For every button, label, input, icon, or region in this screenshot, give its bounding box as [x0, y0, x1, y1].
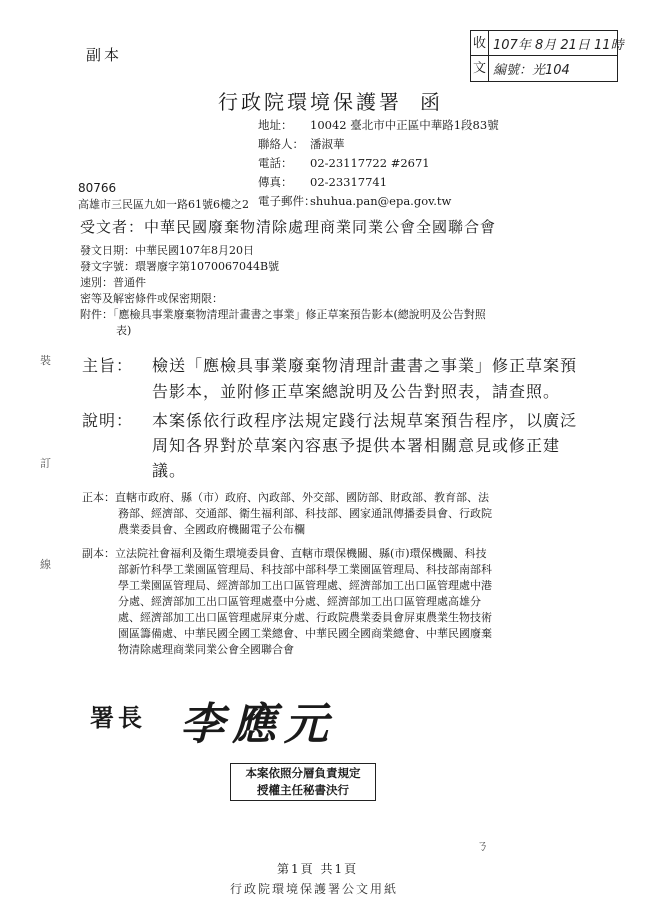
recipient-zip: 80766: [78, 181, 117, 195]
binding-mark: 裝: [40, 354, 51, 367]
contact-value: shuhua.pan@epa.gov.tw: [310, 194, 452, 208]
contact-label: 電子郵件：: [258, 194, 316, 208]
receipt-stamp: [470, 30, 624, 82]
copy-recipients-line: 分處、經濟部加工出口區管理處臺中分處、經濟部加工出口區管理處高雄分: [118, 595, 481, 608]
attachment-line: 表): [116, 324, 132, 337]
receipt-stamp-header: 收: [471, 31, 489, 56]
receipt-stamp-time-row: [471, 31, 624, 56]
contact-label: 聯絡人：: [258, 137, 304, 151]
signature-name: 李應元: [180, 699, 336, 750]
binding-mark: 訂: [40, 457, 51, 470]
delivery-speed: 速別：普通件: [80, 276, 146, 289]
main-recipients-label: 正本：: [82, 491, 115, 504]
main-recipients: [82, 490, 489, 506]
copy-recipients-line: 物清除處理商業同業公會全國聯合會: [118, 643, 294, 656]
margin-mark: ㄋ: [476, 839, 490, 854]
agency-name: 行政院環境保護署: [218, 90, 402, 114]
subject-label: 主旨：: [82, 356, 134, 375]
footer-text: 行政院環境保護署公文用紙: [230, 882, 399, 896]
recipient-address: 高雄市三民區九如一路61號6樓之2: [78, 198, 249, 211]
contact-value: 02-23117722 #2671: [310, 156, 430, 170]
contact-phone: [258, 154, 430, 173]
receipt-stamp-time: 107年 8月 21日 11時: [493, 38, 624, 53]
copy-label: 副本: [86, 46, 123, 64]
contact-label: 電話：: [258, 156, 293, 170]
issue-number: 發文字號：環署廢字第1070067044B號: [80, 260, 280, 273]
delegation-line: 授權主任秘書決行: [257, 783, 349, 797]
explanation-text: 議。: [152, 461, 187, 480]
contact-value: 10042 臺北市中正區中華路1段83號: [310, 118, 499, 132]
explanation-text: 本案係依行政程序法規定踐行法規草案預告程序，以廣泛: [152, 411, 578, 430]
contact-person: [258, 135, 345, 154]
explanation: [82, 408, 577, 431]
contact-value: 02-23317741: [310, 175, 388, 189]
receipt-stamp-number: 編號：光104: [493, 63, 570, 78]
copy-recipients-line: 部新竹科學工業園區管理局、科技部中部科學工業園區管理局、科技部南部科: [118, 563, 492, 576]
subject: [82, 353, 577, 376]
attachment-line: 附件：「應檢具事業廢棄物清理計畫書之事業」修正草案預告影本(總說明及公告對照: [80, 308, 486, 321]
receipt-stamp-header: 文: [471, 56, 489, 81]
main-recipients-line: 直轄市政府、縣（市）政府、內政部、外交部、國防部、財政部、教育部、法: [115, 491, 489, 504]
recipient: 受文者：中華民國廢棄物清除處理商業同業公會全國聯合會: [80, 218, 497, 236]
secrecy-level: 密等及解密條件或保密期限：: [80, 292, 223, 305]
main-recipients-line: 農業委員會、全國政府機關電子公布欄: [118, 523, 305, 536]
signature-title: 署長: [90, 703, 146, 732]
explanation-label: 說明：: [82, 411, 134, 430]
copy-recipients-line: 立法院社會福利及衛生環境委員會、直轄市環保機關、縣(市)環保機關、科技: [115, 547, 487, 560]
explanation-text: 周知各界對於草案內容惠予提供本署相關意見或修正建: [152, 436, 561, 455]
document-kind: 函: [420, 90, 443, 114]
binding-mark: 線: [40, 558, 51, 571]
copy-recipients-label: 副本：: [82, 547, 115, 560]
contact-fax: [258, 173, 387, 192]
receipt-stamp-number-row: [471, 56, 617, 81]
copy-recipients: [82, 546, 487, 562]
contact-label: 地址：: [258, 118, 293, 132]
issue-date: 發文日期：中華民國107年8月20日: [80, 244, 254, 257]
copy-recipients-line: 處、經濟部加工出口區管理處屏東分處、行政院農業委員會屏東農業生物技術: [118, 611, 492, 624]
copy-recipients-line: 學工業園區管理局、經濟部加工出口區管理處、經濟部加工出口區管理處中港: [118, 579, 492, 592]
contact-value: 潘淑華: [310, 137, 345, 151]
main-recipients-line: 務部、經濟部、交通部、衛生福利部、科技部、國家通訊傳播委員會、行政院: [118, 507, 492, 520]
page-number: 第1頁 共1頁: [277, 862, 359, 876]
subject-text: 檢送「應檢具事業廢棄物清理計畫書之事業」修正草案預: [152, 356, 578, 375]
contact-label: 傳真：: [258, 175, 293, 189]
subject-text: 告影本，並附修正草案總說明及公告對照表，請查照。: [152, 382, 561, 401]
delegation-stamp: [230, 763, 376, 801]
contact-address: [258, 116, 499, 135]
copy-recipients-line: 園區籌備處、中華民國全國工業總會、中華民國全國商業總會、中華民國廢棄: [118, 627, 492, 640]
document-title: [218, 86, 443, 115]
delegation-line: 本案依照分層負責規定: [245, 766, 361, 780]
contact-email: [258, 192, 451, 211]
